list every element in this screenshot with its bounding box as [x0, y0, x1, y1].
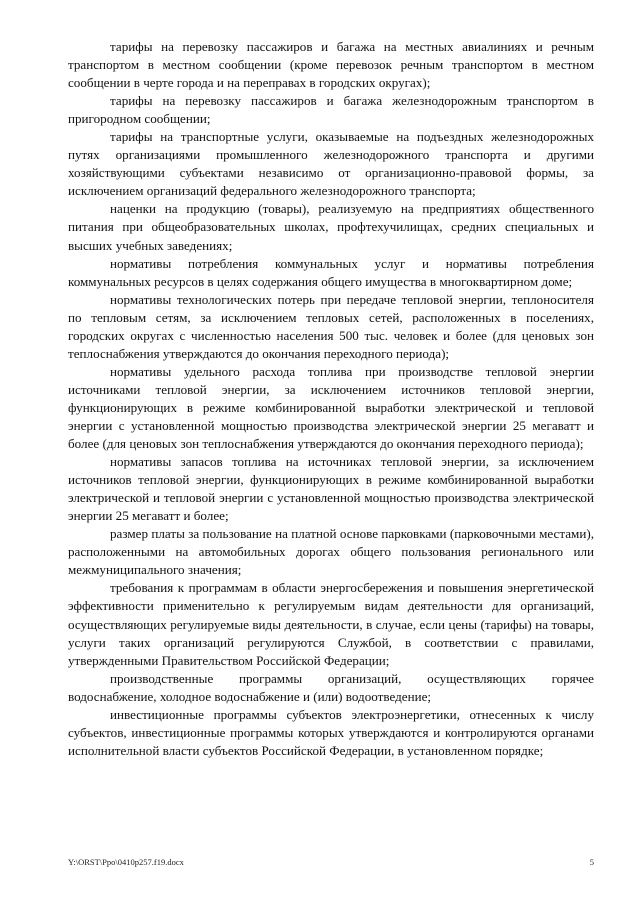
file-path: Y:\ORST\Ppo\0410p257.f19.docx	[68, 857, 184, 867]
page-footer	[68, 855, 594, 869]
page-number: 5	[589, 857, 594, 867]
paragraph-energy-efficiency-requirements: требования к программам в области энергосбережения и повышения энергетической эффективности применительно к регулируемым видам деятельности для организаций, осуществляющих регулируемые виды деятельности, в случае, если цены (тарифы) на товары, услуги таких организаций регулируются Службой, в соответствии с правилами, утвержденными Правительством Российской Федерации;	[68, 580, 594, 668]
paragraph-water-production-programs: производственные программы организаций, осуществляющих горячее водоснабжение, холодное водоснабжение и (или) водоотведение;	[68, 670, 594, 704]
paragraph-heat-loss-norms: нормативы технологических потерь при передаче тепловой энергии, теплоносителя по тепловым сетям, за исключением тепловых сетей, расположенных в поселениях, городских округах с численностью населения 500 тыс. человек и более (для ценовых зон теплоснабжения утверждаются до окончания переходного периода);	[68, 291, 594, 361]
paragraph-suburban-rail-tariffs: тарифы на перевозку пассажиров и багажа железнодорожным транспортом в пригородном сообщении;	[68, 93, 594, 127]
paragraph-parking-fees: размер платы за пользование на платной основе парковками (парковочными местами), расположенными на автомобильных дорогах общего пользования регионального или межмуниципального значения;	[68, 526, 594, 578]
paragraph-catering-markups: наценки на продукцию (товары), реализуемую на предприятиях общественного питания при общеобразовательных школах, профтехучилищах, средних специальных и высших учебных заведениях;	[68, 201, 594, 253]
paragraph-fuel-reserve-norms: нормативы запасов топлива на источниках тепловой энергии, за исключением источников тепловой энергии, функционирующих в режиме комбинированной выработки электрической и тепловой энергии с установленной мощностью производства электрической энергии 25 мегаватт и более;	[68, 454, 594, 524]
paragraph-utility-norms: нормативы потребления коммунальных услуг и нормативы потребления коммунальных ресурсов в целях содержания общего имущества в многоквартирном доме;	[68, 255, 594, 289]
paragraph-air-river-tariffs: тарифы на перевозку пассажиров и багажа на местных авиалиниях и речным транспортом в местном сообщении (кроме перевозок речным транспортом в местном сообщении в черте города и на переправах в городских округах);	[68, 39, 594, 91]
paragraph-industrial-rail-tariffs: тарифы на транспортные услуги, оказываемые на подъездных железнодорожных путях организациями промышленного железнодорожного транспорта и другими хозяйствующими субъектами независимо от организационно-правовой формы, за исключением организаций федерального железнодорожного транспорта;	[68, 129, 594, 199]
document-body	[68, 38, 594, 760]
paragraph-investment-programs: инвестиционные программы субъектов электроэнергетики, отнесенных к числу субъектов, инвестиционные программы которых утверждаются и контролируются органами исполнительной власти субъектов Российской Федерации, в установленном порядке;	[68, 706, 594, 758]
paragraph-fuel-consumption-norms: нормативы удельного расхода топлива при производстве тепловой энергии источниками тепловой энергии, за исключением источников тепловой энергии, функционирующих в режиме комбинированной выработки электрической и тепловой энергии с установленной мощностью производства электрической энергии 25 мегаватт и более (для ценовых зон теплоснабжения утверждаются до окончания переходного периода);	[68, 363, 594, 452]
